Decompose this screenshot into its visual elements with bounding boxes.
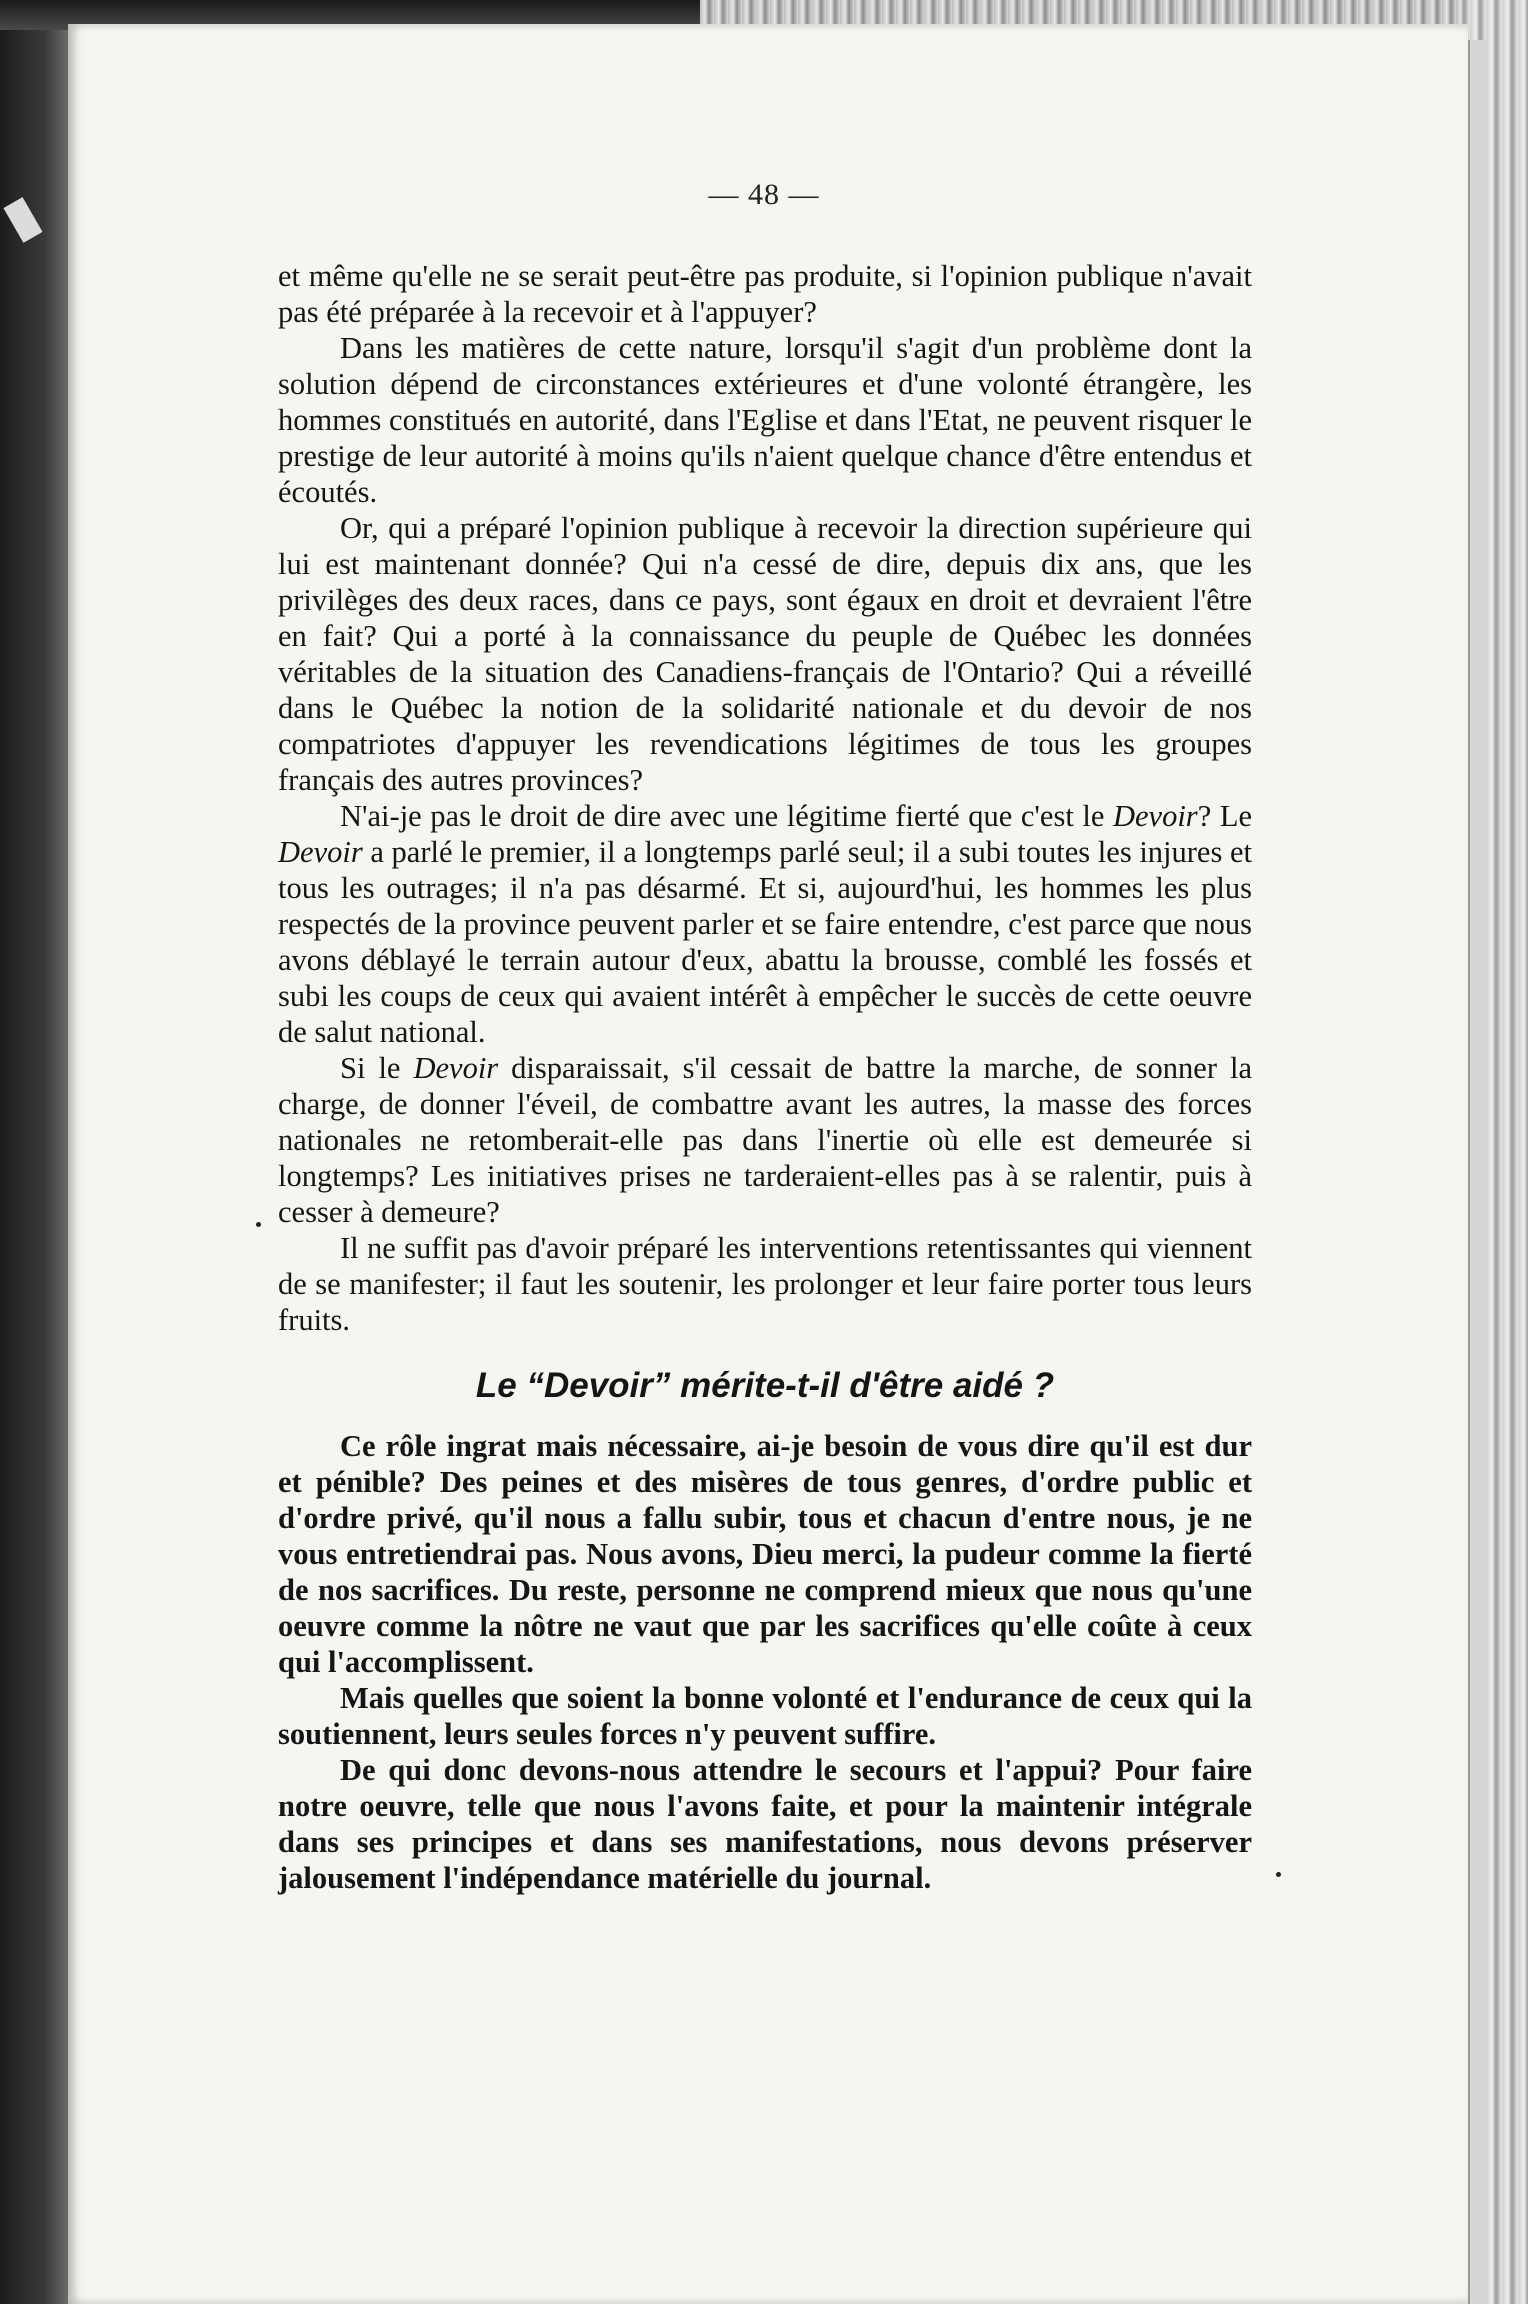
paragraph: et même qu'elle ne se serait peut-être pas produite, si l'opinion publique n'avait pas été préparée à la recevoir et à l'appuyer? xyxy=(278,259,1252,329)
text-run: a parlé le premier, il a longtemps parlé seul; il a subi toutes les injures et tous les outrages; il n'a pas désarmé. Et si, aujourd'hui, les hommes les plus respectés de la province peuvent parler et se faire entendre, c'est parce que nous avons déblayé le terrain autour d'eux, abattu la brousse, comblé les fossés et subi les coups de ceux qui avaient intérêt à empêcher le succès de cette oeuvre de salut national. xyxy=(278,835,1252,1049)
margin-speck xyxy=(1276,1872,1281,1877)
paragraph: Ce rôle ingrat mais nécessaire, ai-je besoin de vous dire qu'il est dur et pénible? Des peines et des misères de tous genres, d'ordre public et d'ordre privé, qu'il nous a fallu subir, tous et chacun d'entre nous, je ne vous entretiendrai pas. Nous avons, Dieu merci, la pudeur comme la fierté de nos sacrifices. Du reste, personne ne comprend mieux que nous qu'une oeuvre comme la nôtre ne vaut que par les sacrifices qu'elle coûte à ceux qui l'accomplissent. xyxy=(278,1429,1252,1679)
paragraph: De qui donc devons-nous attendre le secours et l'appui? Pour faire notre oeuvre, telle que nous l'avons faite, et pour la maintenir intégrale dans ses principes et dans ses manifestations, nous devons préserver jalousement l'indépendance matérielle du journal. xyxy=(278,1753,1252,1895)
newspaper-title: Devoir xyxy=(278,835,363,869)
paragraph-if-devoir-disappeared xyxy=(278,1050,1252,1230)
newspaper-title: Devoir xyxy=(1112,799,1198,833)
text-run: Si le xyxy=(340,1051,414,1085)
paragraph: Or, qui a préparé l'opinion publique à recevoir la direction supérieure qui lui est maintenant donnée? Qui n'a cessé de dire, depuis dix ans, que les privilèges des deux races, dans ce pays, sont égaux en droit et devraient l'être en fait? Qui a porté à la connaissance du peuple de Québec les données véritables de la situation des Canadiens-français de l'Ontario? Qui a réveillé dans le Québec la notion de la solidarité nationale et du devoir de nos compatriotes d'appuyer les revendications légitimes de tous les groupes français des autres provinces? xyxy=(278,511,1252,797)
paragraph-devoir-spoke-first xyxy=(278,798,1252,1050)
page-number: — 48 — xyxy=(708,178,820,211)
book-edge-top xyxy=(700,0,1460,24)
margin-speck xyxy=(256,1222,261,1227)
text-run: ? Le xyxy=(1197,799,1252,833)
newspaper-title: Devoir xyxy=(413,1051,499,1085)
section-heading: Le “Devoir” mérite-t-il d'être aidé ? xyxy=(475,1366,1055,1405)
scan-backdrop-left xyxy=(0,0,75,2304)
paragraph: Mais quelles que soient la bonne volonté et l'endurance de ceux qui la soutiennent, leurs seules forces n'y peuvent suffire. xyxy=(278,1681,1252,1751)
page-body xyxy=(278,258,1252,1896)
text-run: disparaissait, s'il cessait de battre la marche, de sonner la charge, de donner l'éveil, de combattre avant les autres, la masse des forces nationales ne retomberait-elle pas dans l'inertie où elle est demeurée si longtemps? Les initiatives prises ne tarderaient-elles pas à se ralentir, puis à cesser à demeure? xyxy=(278,1051,1252,1229)
text-run: N'ai-je pas le droit de dire avec une légitime fierté que c'est le xyxy=(340,799,1113,833)
paragraph: Dans les matières de cette nature, lorsqu'il s'agit d'un problème dont la solution dépend de circonstances extérieures et d'une volonté étrangère, les hommes constitués en autorité, dans l'Eglise et dans l'Etat, ne peuvent risquer le prestige de leur autorité à moins qu'ils n'aient quelque chance d'être entendus et écoutés. xyxy=(278,331,1252,509)
paragraph: Il ne suffit pas d'avoir préparé les interventions retentissantes qui viennent de se manifester; il faut les soutenir, les prolonger et leur faire porter tous leurs fruits. xyxy=(278,1231,1252,1337)
bold-section xyxy=(278,1428,1252,1896)
page-stack-edge xyxy=(1468,40,1486,2304)
